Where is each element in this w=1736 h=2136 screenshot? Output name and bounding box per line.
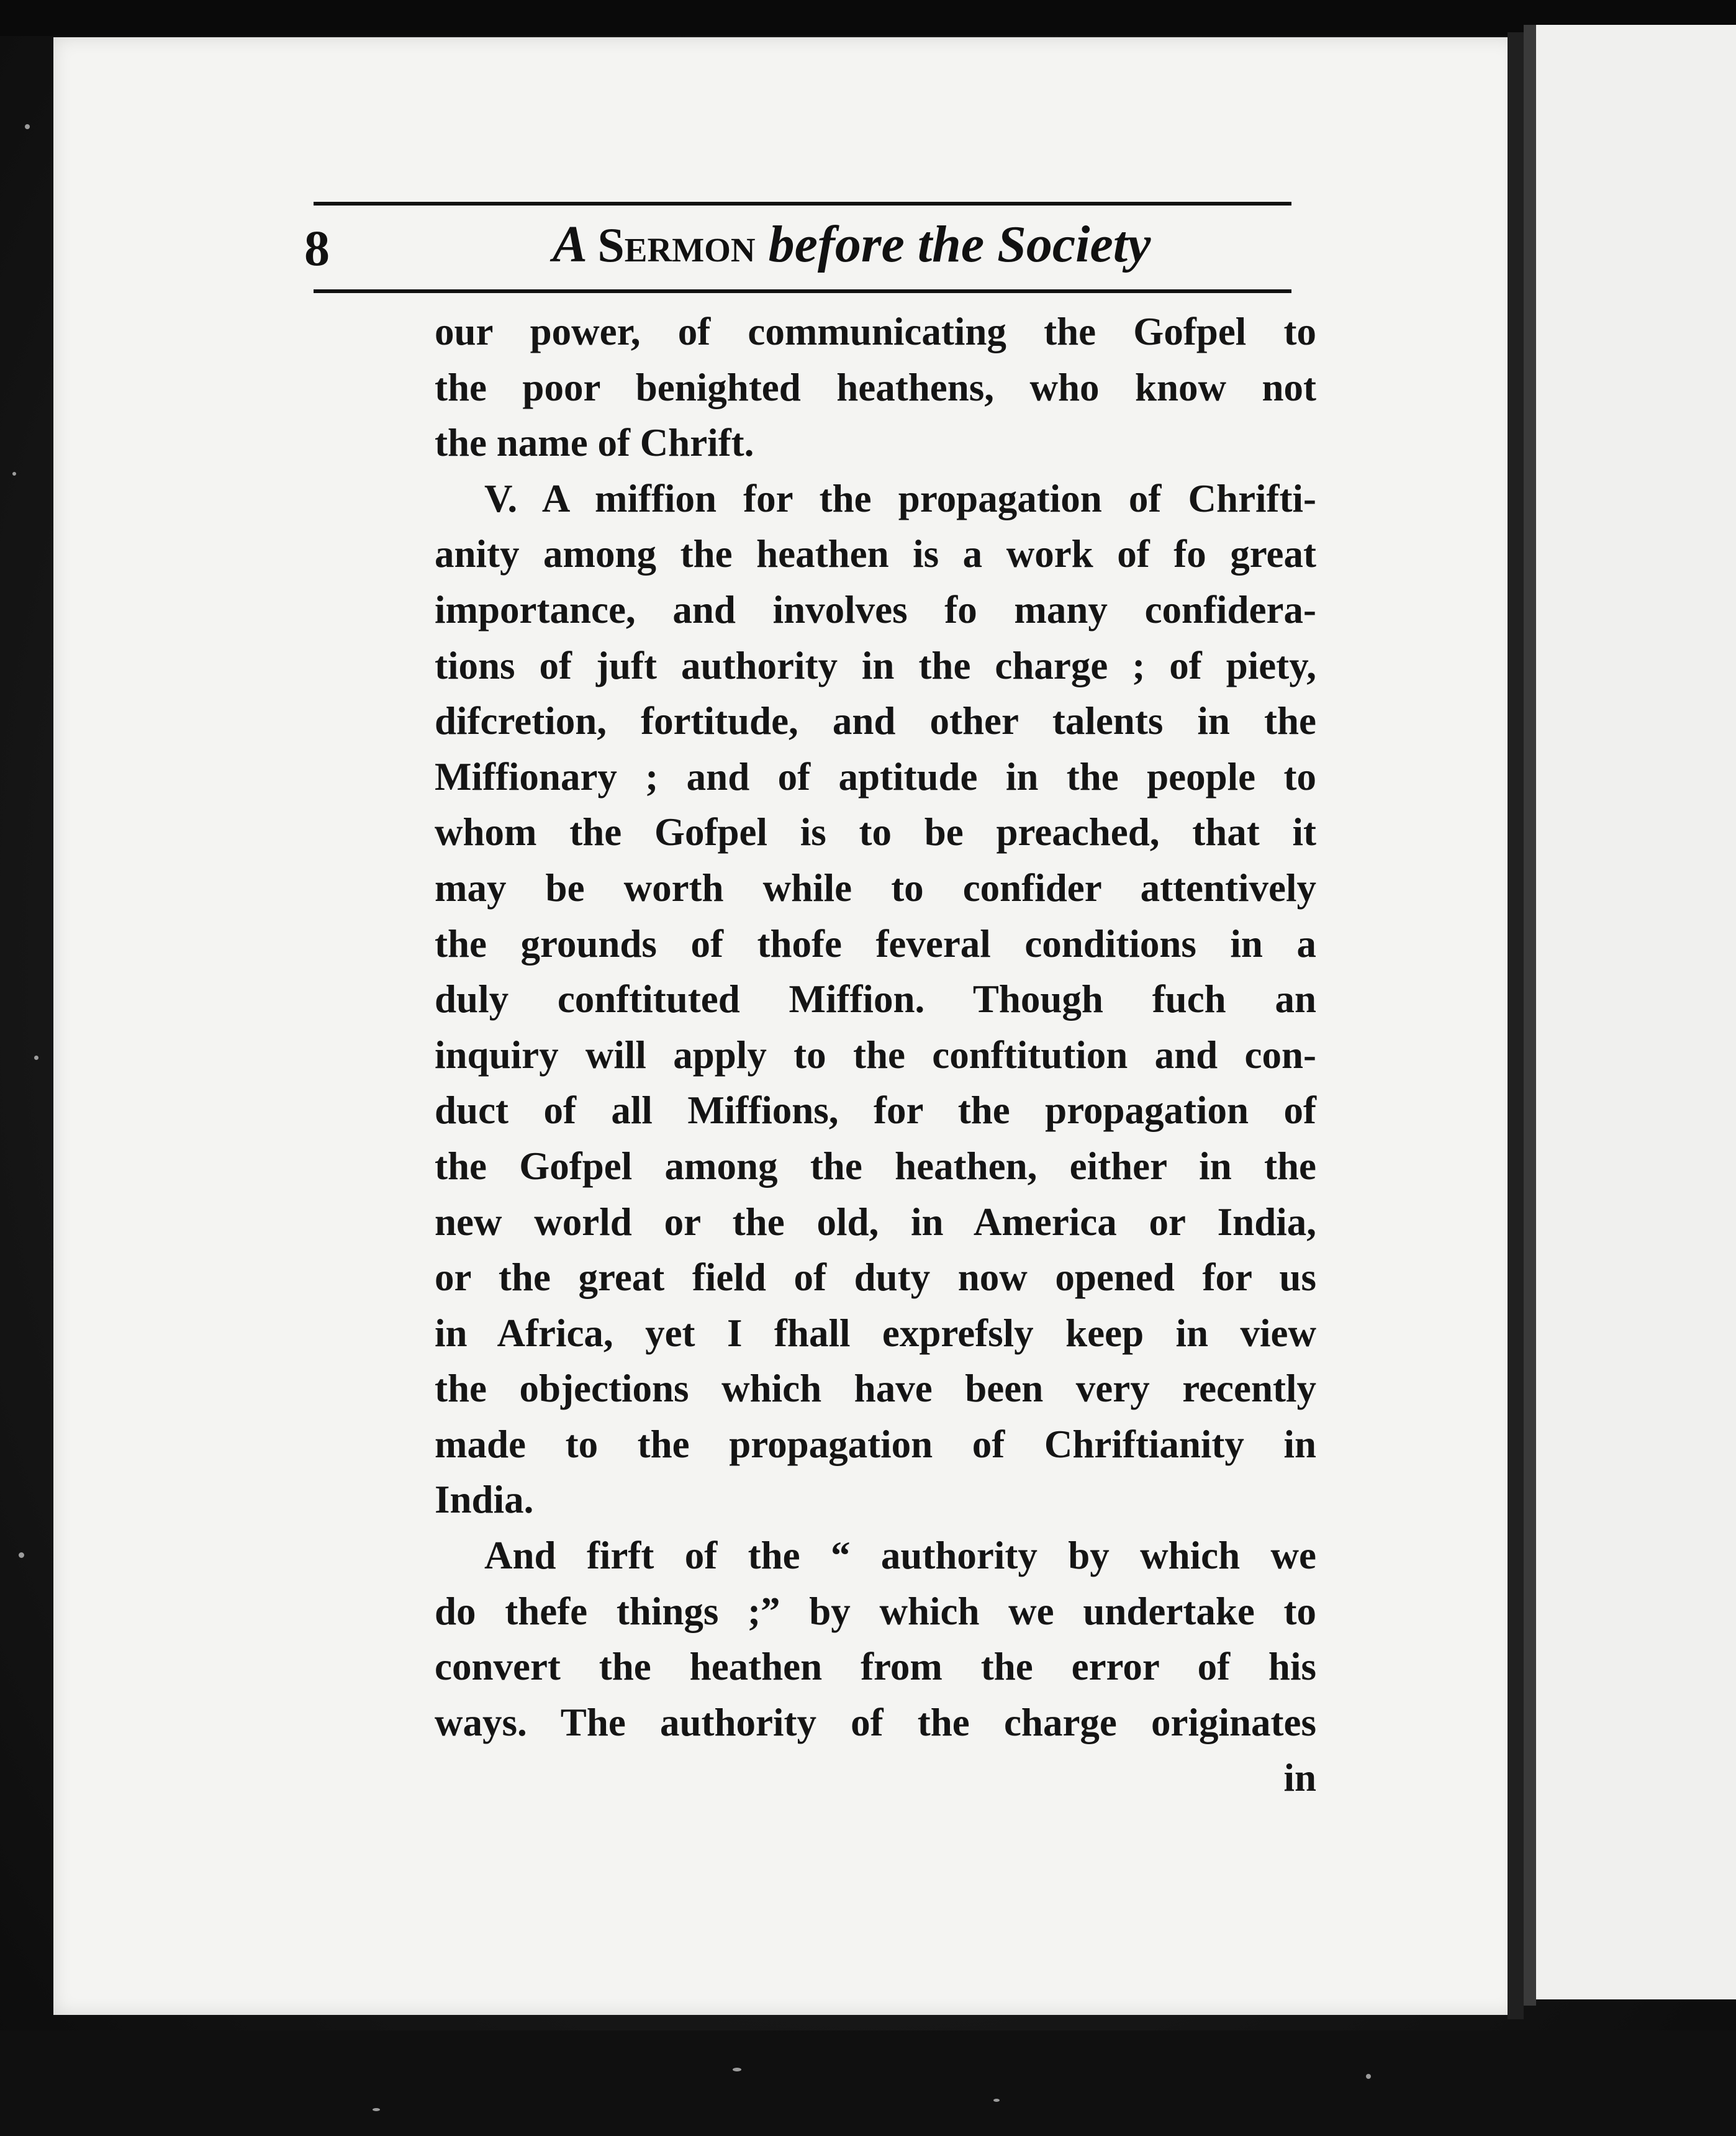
running-head <box>304 214 1298 283</box>
text-line: India. <box>435 1478 534 1522</box>
text-line: our power, of communicating the Gofpel to <box>435 310 1316 353</box>
text-line: And firft of the “ authority by which we <box>484 1534 1316 1578</box>
film-speck <box>19 1552 24 1558</box>
text-line: whom the Gofpel is to be preached, that it <box>435 810 1316 854</box>
film-speck <box>993 2099 1000 2102</box>
running-head-title <box>553 214 1151 274</box>
text-line: tions of juft authority in the charge ; of piety, <box>435 643 1316 687</box>
text-line: difcretion, fortitude, and other talents in the <box>435 699 1316 743</box>
film-bottom-edge <box>0 2030 1736 2136</box>
text-line: may be worth while to confider attentively <box>435 866 1316 910</box>
film-speck <box>12 472 16 476</box>
facing-page-gutter <box>1524 25 1536 2006</box>
film-speck <box>733 2068 741 2071</box>
facing-page <box>1536 25 1736 1999</box>
text-line: inquiry will apply to the conftitution and con- <box>435 1033 1316 1077</box>
text-line: do thefe things ;” by which we undertake to <box>435 1589 1316 1633</box>
running-head-suffix: before the Society <box>768 215 1151 273</box>
film-speck <box>373 2108 380 2111</box>
text-line: the grounds of thofe feveral conditions in a <box>435 921 1316 966</box>
running-head-prefix: A <box>553 215 585 273</box>
sermon-body <box>435 304 1316 1806</box>
header-rule-bottom <box>314 289 1291 293</box>
text-line: convert the heathen from the error of his <box>435 1645 1316 1689</box>
catchword: in <box>1283 1756 1316 1800</box>
text-line: ways. The authority of the charge originates <box>435 1700 1316 1744</box>
text-line: the poor benighted heathens, who know not <box>435 365 1316 409</box>
text-line: or the great field of duty now opened for us <box>435 1256 1316 1300</box>
page-number: 8 <box>304 220 330 276</box>
film-speck <box>25 124 30 129</box>
header-rule-top <box>314 202 1291 206</box>
text-line: Miffionary ; and of aptitude in the people to <box>435 754 1316 799</box>
text-line: anity among the heathen is a work of fo great <box>435 532 1316 576</box>
text-line: new world or the old, in America or India, <box>435 1200 1316 1244</box>
text-line: in Africa, yet I fhall exprefsly keep in view <box>435 1311 1316 1355</box>
film-speck <box>34 1056 38 1060</box>
film-speck <box>1366 2074 1371 2079</box>
text-line: the Gofpel among the heathen, either in the <box>435 1144 1316 1188</box>
text-line: duct of all Miffions, for the propagation of <box>435 1088 1316 1133</box>
text-line: the objections which have been very recently <box>435 1367 1316 1411</box>
text-line: the name of Chrift. <box>435 421 754 465</box>
page-edge-shadow <box>1508 32 1524 2019</box>
text-line: importance, and involves fo many confidera- <box>435 587 1316 631</box>
text-line: made to the propagation of Chriftianity in <box>435 1422 1316 1466</box>
text-line: duly conftituted Miffion. Though fuch an <box>435 977 1316 1021</box>
running-head-smallcaps: Sermon <box>597 218 756 272</box>
film-top-edge <box>0 0 1736 36</box>
text-line: V. A miffion for the propagation of Chrifti- <box>484 476 1316 520</box>
